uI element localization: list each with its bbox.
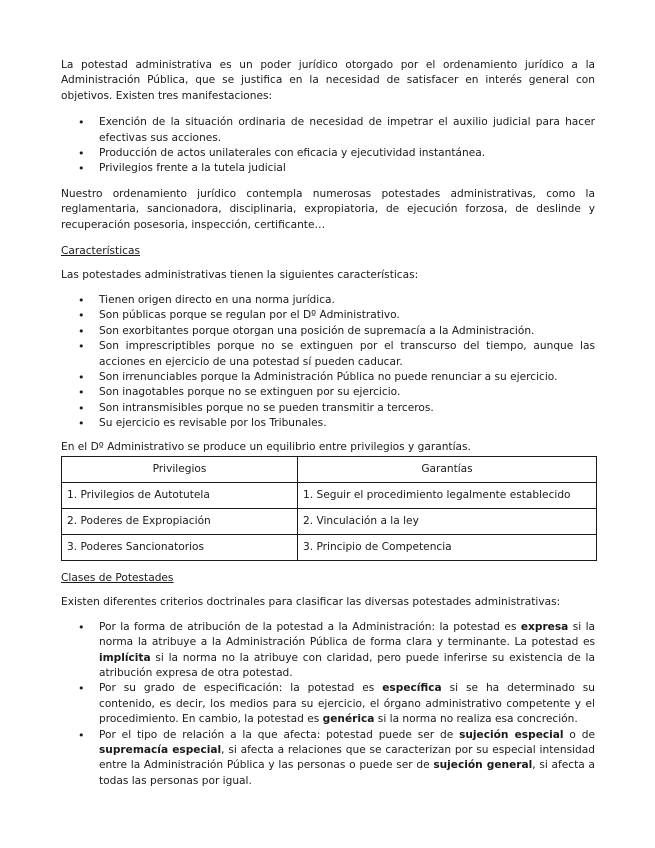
list-item: • Producción de actos unilaterales con eficacia y ejecutividad instantánea. (61, 146, 595, 161)
intro-paragraph: La potestad administrativa es un poder jurídico otorgado por el ordenamiento jurídico a la Administración Pública, que se justifica en la necesidad de satisfacer en interés general con objetivos. Existen tres manifestaciones: (61, 59, 595, 102)
text-span: Por su grado de especificación: la potestad es (99, 682, 383, 695)
list-item: • Son irrenunciables porque la Administración Pública no puede renunciar a su ejercicio. (61, 370, 595, 385)
bold-term: sujeción general (433, 759, 533, 772)
text-span: si la norma no realiza esa concreción. (374, 713, 578, 726)
text-span: , si afecta a todas las personas por igual. (99, 759, 595, 787)
table-row (62, 534, 597, 560)
privilegios-garantias-table (61, 456, 597, 561)
bold-term: genérica (322, 713, 375, 726)
caracteristicas-list (61, 293, 595, 432)
caracteristicas-heading: Características (61, 245, 140, 258)
list-item: • Exención de la situación ordinaria de necesidad de impetrar el auxilio judicial para hacer efectivas sus acciones. (61, 115, 595, 146)
bold-term: sujeción especial (459, 728, 564, 741)
table-cell: 2. Vinculación a la ley (298, 508, 597, 534)
clases-intro: Existen diferentes criterios doctrinales para clasificar las diversas potestades administrativas: (61, 596, 561, 609)
table-cell: 2. Poderes de Expropiación (62, 508, 298, 534)
bold-term: expresa (520, 620, 569, 633)
list-item: • Son imprescriptibles porque no se extinguen por el transcurso del tiempo, aunque las acciones en ejercicio de una potestad sí pueden caducar. (61, 339, 595, 370)
table-row (62, 508, 597, 534)
clases-list (61, 620, 595, 789)
list-item: • Son inagotables porque no se extinguen por su ejercicio. (61, 385, 595, 400)
list-item (61, 728, 595, 790)
list-item: • Tienen origen directo en una norma jurídica. (61, 293, 595, 308)
list-item: • Son públicas porque se regulan por el Dº Administrativo. (61, 308, 595, 323)
table-header-privilegios: Privilegios (62, 456, 298, 482)
bold-term: implícita (99, 651, 151, 664)
text-span: , si afecta a relaciones que se caracterizan por su especial intensidad entre la Administración Pública y las personas o puede ser de (99, 744, 595, 772)
list-item: • Su ejercicio es revisable por los Tribunales. (61, 416, 595, 431)
equilibrio-intro: En el Dº Administrativo se produce un equilibrio entre privilegios y garantías. (61, 440, 471, 453)
text-span: Por el tipo de relación a la que afecta: potestad puede ser de (99, 728, 460, 741)
table-cell: 1. Privilegios de Autotutela (62, 482, 298, 508)
text-span: si la norma no la atribuye con claridad, pero puede inferirse su existencia de la atribución expresa de otra potestad. (99, 651, 595, 679)
bold-term: supremacía especial (99, 744, 222, 756)
caracteristicas-intro: Las potestades administrativas tienen la siguientes características: (61, 269, 419, 282)
document-page (61, 58, 595, 789)
list-item (61, 620, 595, 682)
text-span: Por la forma de atribución de la potestad a la Administración: la potestad es (99, 620, 521, 633)
table-cell: 3. Poderes Sancionatorios (62, 534, 298, 560)
table-cell: 1. Seguir el procedimiento legalmente establecido (298, 482, 597, 508)
manifestaciones-list (61, 115, 595, 177)
text-span: si se ha determinado su contenido, es decir, los medios para su ejercicio, el órgano administrativo competente y el procedimiento. En cambio, la potestad es (99, 682, 595, 726)
list-item (61, 681, 595, 727)
text-span: si la norma la atribuye a la Administración Pública de forma clara y terminante. La potestad es (99, 620, 595, 649)
potestades-paragraph: Nuestro ordenamiento jurídico contempla numerosas potestades administrativas, como la reglamentaria, sancionadora, disciplinaria, expropiatoria, de ejecución forzosa, de deslinde y recuperación posesoria, inspección, certificante… (61, 187, 595, 231)
list-item: • Privilegios frente a la tutela judicial (61, 161, 595, 176)
table-row (62, 482, 597, 508)
table-cell: 3. Principio de Competencia (298, 534, 597, 560)
bold-term: específica (382, 682, 442, 695)
clases-heading: Clases de Potestades (61, 571, 174, 584)
list-item: • Son exorbitantes porque otorgan una posición de supremacía a la Administración. (61, 324, 595, 339)
list-item: • Son intransmisibles porque no se pueden transmitir a terceros. (61, 401, 595, 416)
table-header-row (62, 456, 597, 482)
table-header-garantias: Garantías (298, 456, 597, 482)
text-span: o de (563, 728, 595, 741)
